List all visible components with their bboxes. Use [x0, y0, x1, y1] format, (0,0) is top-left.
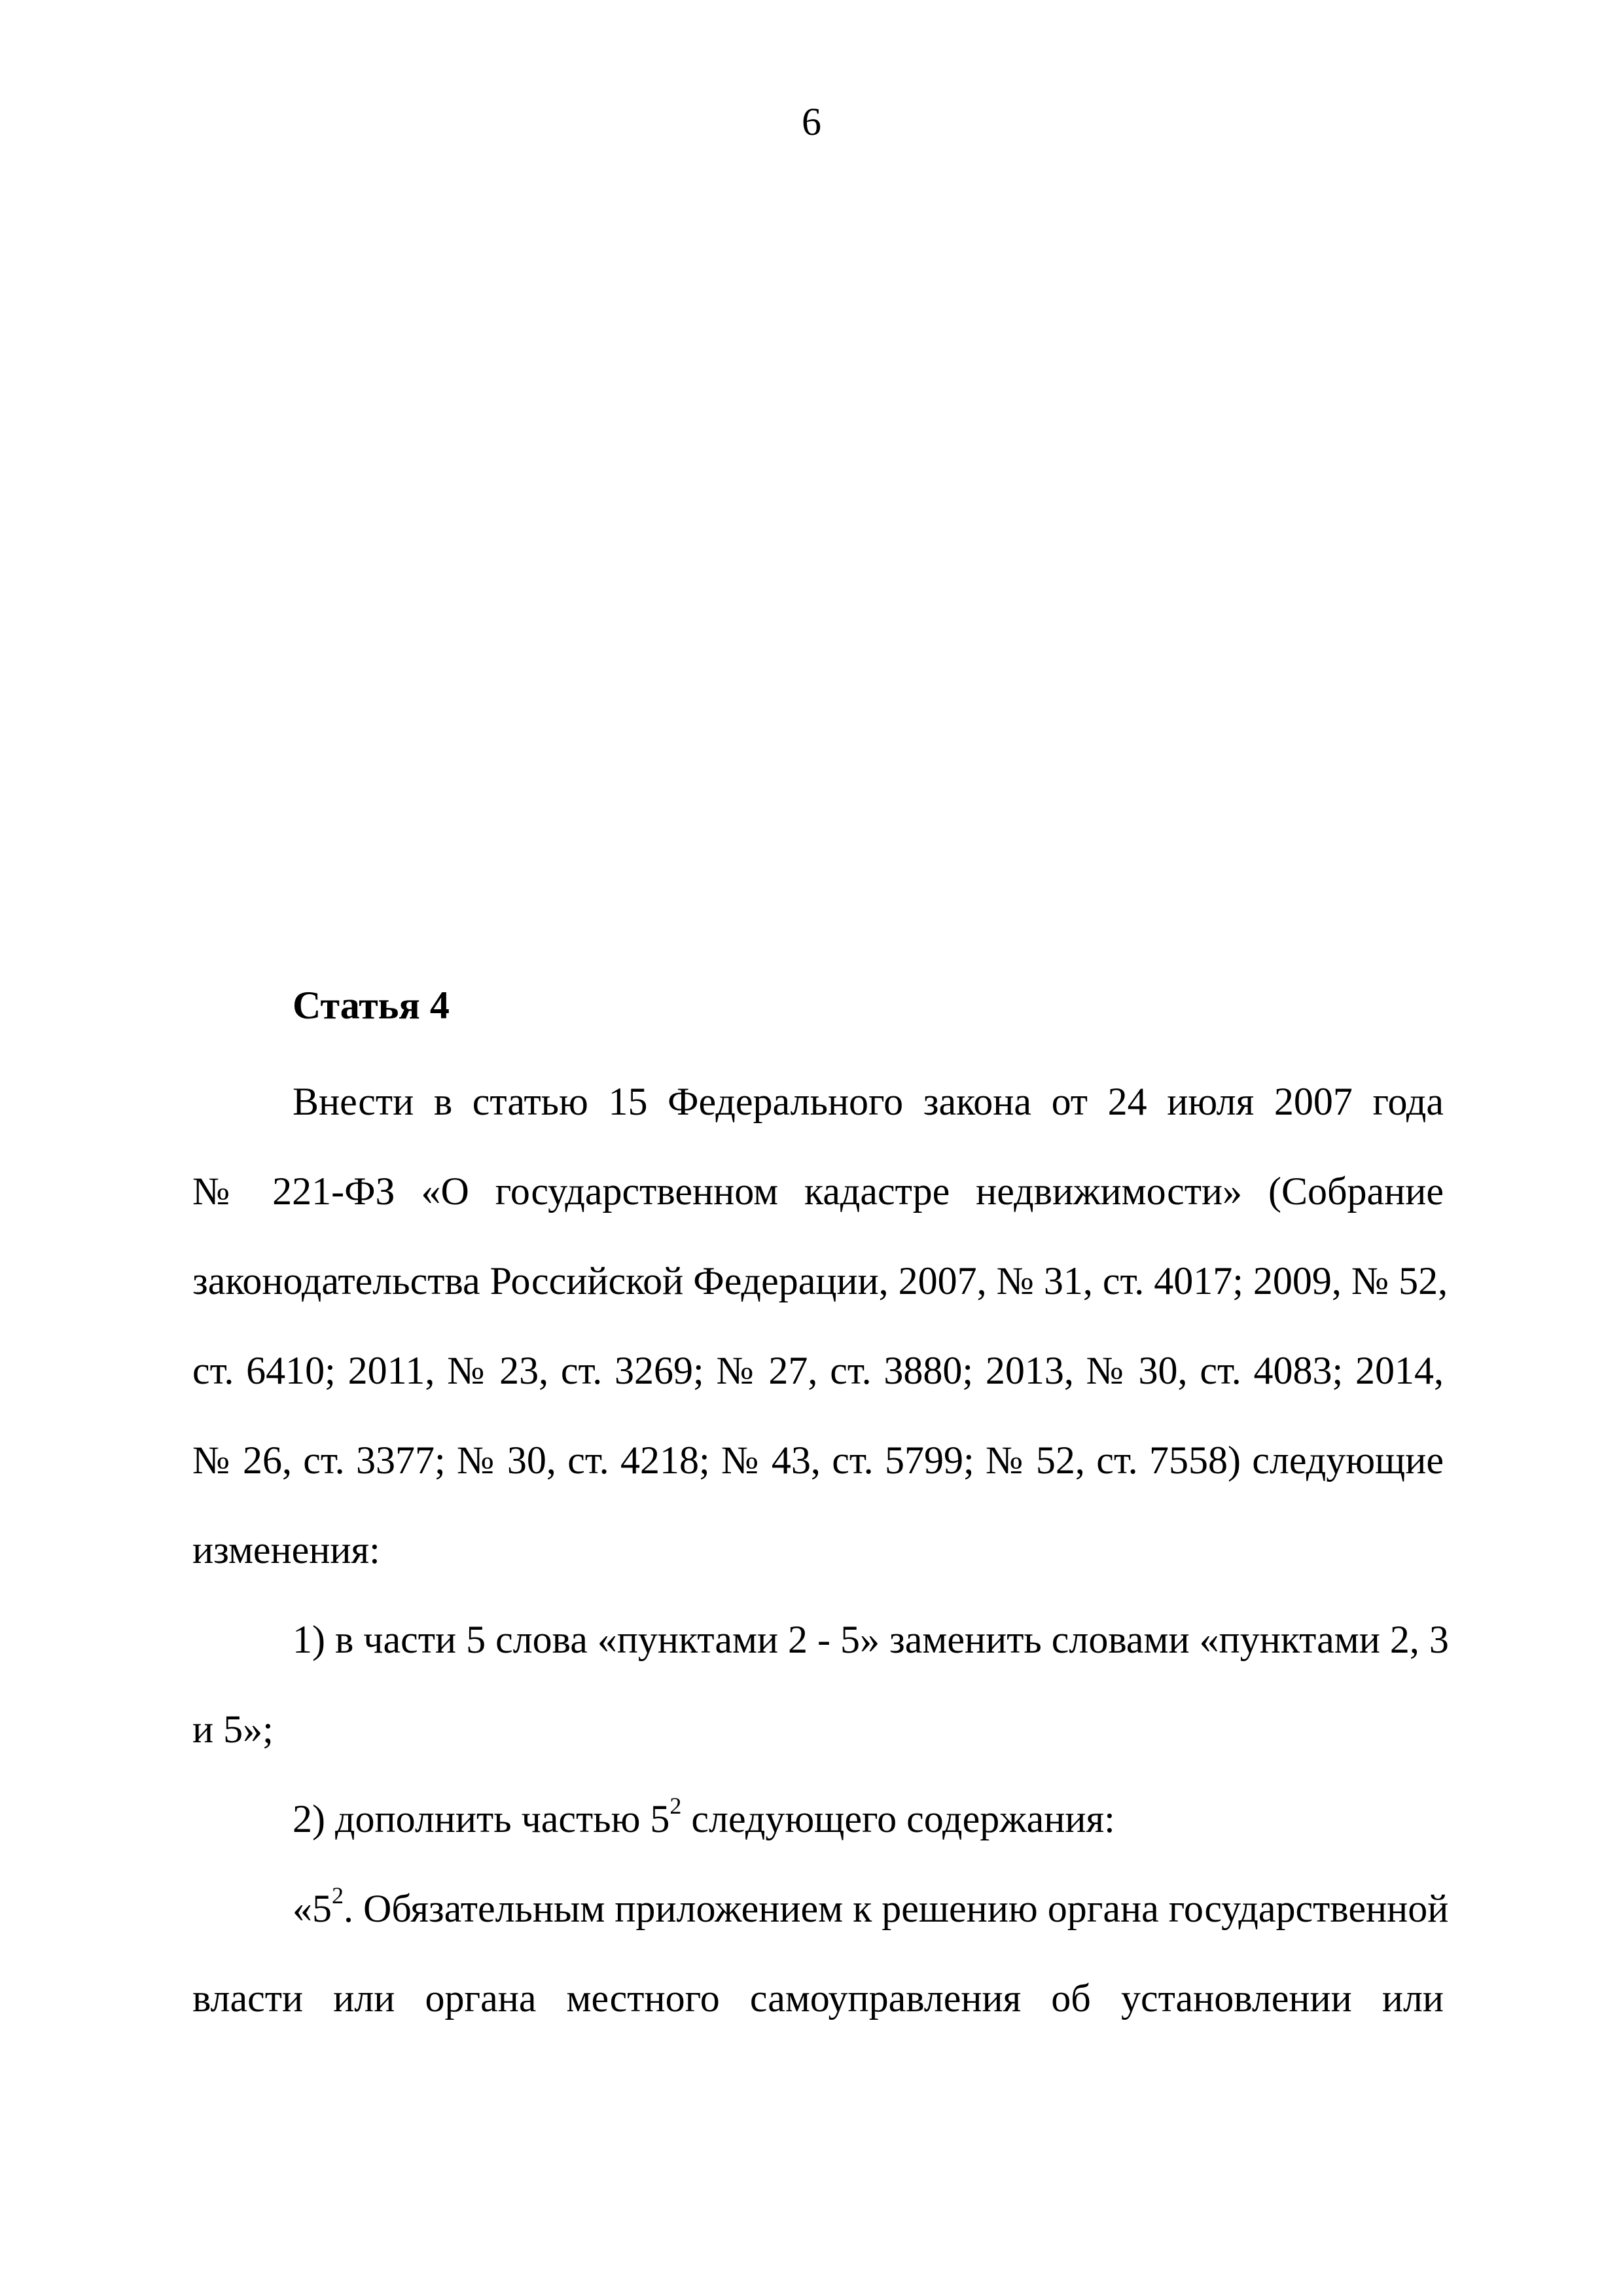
item2-text-before: 2) дополнить частью 5 — [293, 1797, 670, 1840]
quote-text-after: . Обязательным приложением к решению органа государственной — [344, 1887, 1449, 1930]
page-number: 6 — [802, 100, 821, 143]
intro-line-2: № 221-ФЗ «О государственном кадастре недвижимости» (Собрание — [192, 1170, 1444, 1213]
quote-line-2: власти или органа местного самоуправления об установлении или — [192, 1977, 1444, 2020]
quote-line-1 — [293, 1882, 1449, 1932]
intro-line-1: Внести в статью 15 Федерального закона от 24 июля 2007 года — [293, 1080, 1444, 1123]
intro-line-5: № 26, ст. 3377; № 30, ст. 4218; № 43, ст. 5799; № 52, ст. 7558) следующие — [192, 1439, 1444, 1482]
item2-text-after: следующего содержания: — [681, 1797, 1115, 1840]
intro-line-3: законодательства Российской Федерации, 2007, № 31, ст. 4017; 2009, № 52, — [192, 1259, 1448, 1302]
item1-line-1: 1) в части 5 слова «пунктами 2 - 5» заменить словами «пунктами 2, 3 — [293, 1618, 1449, 1661]
quote-superscript: 2 — [332, 1882, 344, 1909]
quote-text-before: «5 — [293, 1887, 332, 1930]
item2-line — [293, 1795, 1115, 1842]
intro-line-6: изменения: — [192, 1528, 380, 1571]
item2-superscript: 2 — [669, 1793, 682, 1819]
article-title: Статья 4 — [293, 984, 450, 1027]
intro-line-4: ст. 6410; 2011, № 23, ст. 3269; № 27, ст. 3880; 2013, № 30, ст. 4083; 2014, — [192, 1349, 1444, 1392]
item1-line-2: и 5»; — [192, 1708, 274, 1751]
